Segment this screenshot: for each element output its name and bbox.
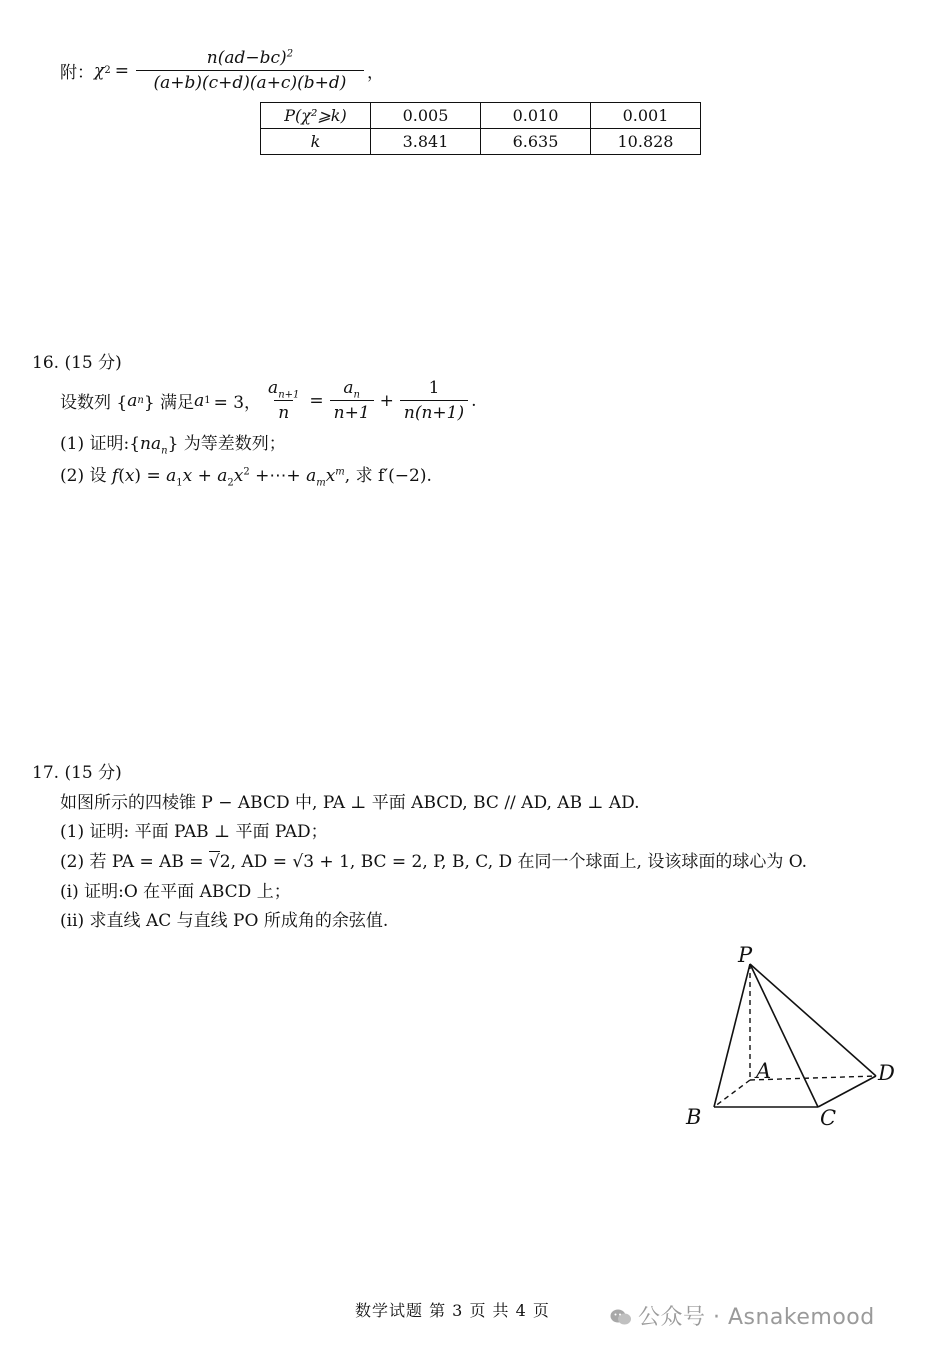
- page-footer: 数学试题 第 3 页 共 4 页: [355, 1301, 550, 1320]
- wechat-icon: [610, 1308, 632, 1326]
- q16-part2: (2) 设 $f(x) = a_1x + a_2x^2$ +⋯+ $a_mx^m$, 求 f′(−2).: [60, 466, 432, 489]
- chi-fraction: [136, 48, 364, 93]
- appendix-label: 附：: [60, 63, 94, 83]
- watermark-text: 公众号 · Asnakemood: [638, 1305, 875, 1330]
- edge-PB: [714, 964, 750, 1107]
- appendix-formula: 附： χ 2 = $\frac{n(ad-bc)^2}{(a+b)(c+d)(a+c)(b+d)}$ ，: [60, 48, 384, 93]
- watermark: [610, 1300, 875, 1331]
- table-cell: 0.010: [481, 103, 591, 129]
- q16-frac-mid: $\frac{a_n}{n+1}$: [330, 378, 374, 423]
- q17-line4: (i) 证明:O 在平面 ABCD 上；: [60, 882, 291, 902]
- table-cell: k: [261, 129, 371, 155]
- q16-frac-left: $\frac{a_{n+1}}{n}$: [268, 378, 300, 423]
- chi-symbol: χ: [94, 60, 105, 81]
- q17-line1: 如图所示的四棱锥 P − ABCD 中, PA ⊥ 平面 ABCD, BC // AD, AB ⊥ AD.: [60, 793, 640, 813]
- q16-frac-right: $\frac{1}{n(n+1)}$: [400, 378, 468, 423]
- label-B: B: [686, 1105, 702, 1129]
- table-row: [261, 103, 701, 129]
- table-cell: 10.828: [591, 129, 701, 155]
- q17-line3: (2) 若 PA = AB = √2, AD = √3 + 1, BC = 2, P, B, C, D 在同一个球面上, 设该球面的球心为 O.: [60, 852, 808, 872]
- q17-line5: (ii) 求直线 AC 与直线 PO 所成角的余弦值.: [60, 911, 389, 931]
- chi-equals: =: [114, 60, 129, 81]
- q17-line2: (1) 证明: 平面 PAB ⊥ 平面 PAD；: [60, 822, 328, 842]
- chi-numerator: $n(ad-bc)^2$: [206, 48, 294, 68]
- table-cell: 0.001: [591, 103, 701, 129]
- table-cell: P(χ²⩾k): [261, 103, 371, 129]
- chi-square-table: [260, 102, 701, 155]
- q16-part1: (1) 证明$:\{na_n\}$ 为等差数列；: [60, 434, 286, 457]
- edge-CD: [818, 1076, 876, 1107]
- label-A: A: [756, 1059, 772, 1083]
- q16-intro: 设数列 { a n } 满足 a 1 = 3， $\frac{a_{n+1}}{n}$ = $\frac{a_n}{n+1}$ + $\frac{1}{n(n+1)}$ .: [60, 378, 477, 423]
- table-cell: 3.841: [371, 129, 481, 155]
- q17-header: 17. (15 分): [32, 763, 122, 783]
- formula-comma: ，: [366, 63, 384, 83]
- label-P: P: [738, 943, 753, 967]
- pyramid-figure: [680, 940, 920, 1140]
- label-D: D: [878, 1061, 895, 1085]
- edge-PC: [750, 964, 818, 1107]
- table-cell: 6.635: [481, 129, 591, 155]
- chi-denominator: (a+b)(c+d)(a+c)(b+d): [136, 70, 364, 93]
- q16-header: 16. (15 分): [32, 353, 122, 373]
- table-cell: 0.005: [371, 103, 481, 129]
- label-C: C: [820, 1106, 837, 1130]
- table-row: [261, 129, 701, 155]
